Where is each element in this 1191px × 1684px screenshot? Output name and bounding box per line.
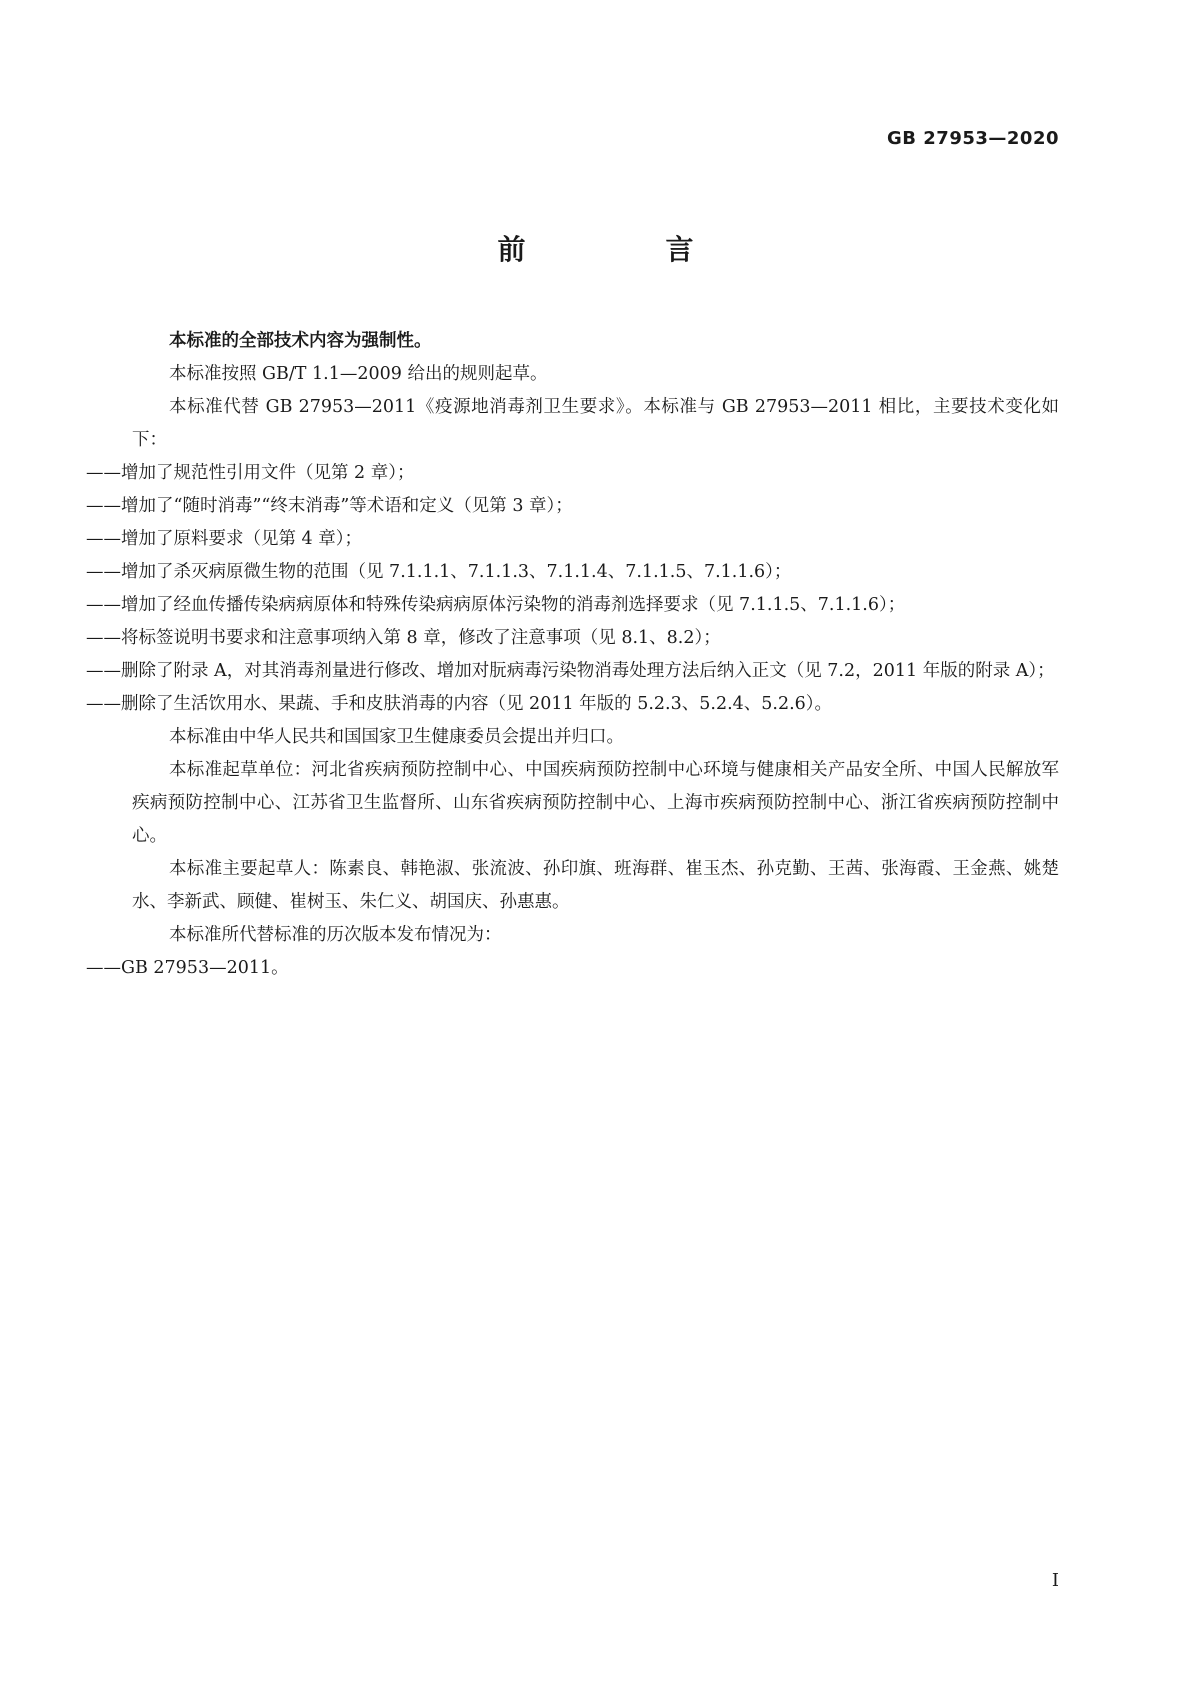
change-item: ——增加了规范性引用文件（见第 2 章）； — [86, 463, 415, 483]
change-item: ——增加了经血传播传染病病原体和特殊传染病病原体污染物的消毒剂选择要求（见 7.1.1.5、7.1.1.6）； — [86, 595, 906, 615]
change-item: ——增加了原料要求（见第 4 章）； — [86, 529, 363, 549]
change-item: ——删除了附录 A，对其消毒剂量进行修改、增加对朊病毒污染物消毒处理方法后纳入正文（见 7.2，2011 年版的附录 A）； — [86, 661, 1055, 681]
replacement-paragraph: 本标准代替 GB 27953—2011《疫源地消毒剂卫生要求》。本标准与 GB 27953—2011 相比，主要技术变化如下： — [132, 397, 1059, 450]
previous-version-item: ——GB 27953—2011。 — [86, 958, 289, 978]
drafters-paragraph: 本标准主要起草人：陈素良、韩艳淑、张流波、孙印旗、班海群、崔玉杰、孙克勤、王茜、张海霞、王金燕、姚楚水、李新武、顾健、崔树玉、朱仁义、胡国庆、孙惠惠。 — [132, 859, 1059, 912]
mandatory-statement: 本标准的全部技术内容为强制性。 — [169, 331, 432, 351]
change-item: ——将标签说明书要求和注意事项纳入第 8 章，修改了注意事项（见 8.1、8.2）； — [86, 628, 721, 648]
change-item: ——增加了杀灭病原微生物的范围（见 7.1.1.1、7.1.1.3、7.1.1.4、7.1.1.5、7.1.1.6）； — [86, 562, 792, 582]
standard-number: GB 27953—2020 — [887, 128, 1059, 149]
change-item: ——删除了生活饮用水、果蔬、手和皮肤消毒的内容（见 2011 年版的 5.2.3、5.2.4、5.2.6）。 — [86, 694, 833, 714]
page-number: I — [1051, 1570, 1059, 1591]
change-item: ——增加了“随时消毒”“终末消毒”等术语和定义（见第 3 章）； — [86, 496, 573, 516]
document-body — [86, 325, 1059, 985]
page-title: 前 言 — [497, 233, 750, 266]
drafting-units-paragraph: 本标准起草单位：河北省疾病预防控制中心、中国疾病预防控制中心环境与健康相关产品安全所、中国人民解放军疾病预防控制中心、江苏省卫生监督所、山东省疾病预防控制中心、上海市疾病预防控制中心、浙江省疾病预防控制中心。 — [132, 760, 1059, 846]
proposer-paragraph: 本标准由中华人民共和国国家卫生健康委员会提出并归口。 — [169, 727, 624, 747]
previous-versions-heading: 本标准所代替标准的历次版本发布情况为： — [169, 925, 502, 945]
drafting-rules-paragraph: 本标准按照 GB/T 1.1—2009 给出的规则起草。 — [169, 364, 548, 384]
